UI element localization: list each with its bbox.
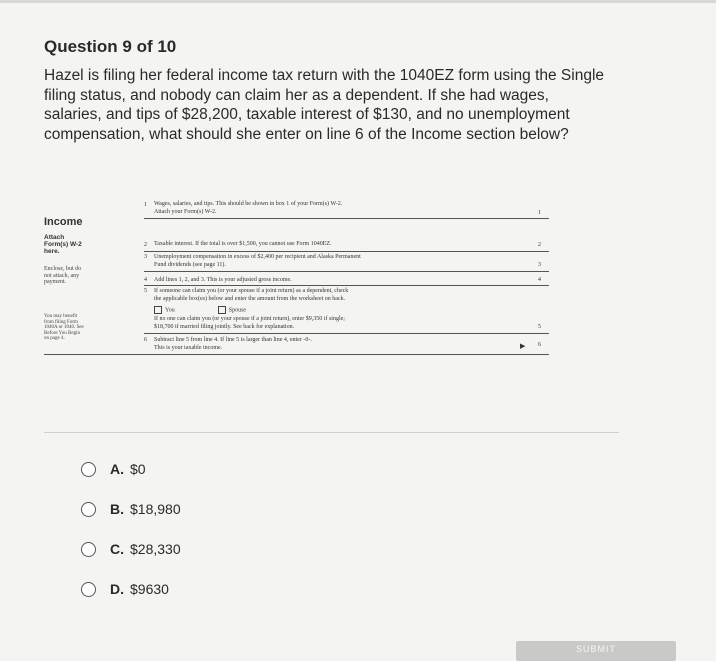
line-5-text3: If no one can claim you (or your spouse if a joint return), enter $9,350 if single;: [154, 316, 345, 322]
option-a-text: $0: [130, 461, 146, 477]
line-5-box: 5: [538, 324, 541, 330]
enclose-payment-note: Enclose, but do not attach, any payment.: [44, 266, 82, 285]
line-6-text2: This is your taxable income.: [154, 345, 223, 351]
line-3-rule: [144, 271, 549, 272]
line-4-text: Add lines 1, 2, and 3. This is your adjusted gross income.: [154, 277, 292, 283]
line-4-rule: [144, 285, 549, 286]
option-d-letter: D.: [110, 581, 124, 597]
option-b-text: $18,980: [130, 501, 181, 517]
you-label: You: [165, 307, 175, 314]
line-6-box: 6: [538, 342, 541, 348]
option-d-text: $9630: [130, 581, 169, 597]
option-b[interactable]: [81, 499, 181, 519]
option-a[interactable]: [81, 459, 146, 479]
line-6-number: 6: [144, 337, 147, 343]
submit-button[interactable]: SUBMIT: [516, 641, 676, 661]
line-3-box: 3: [538, 262, 541, 268]
line-6-text: Subtract line 5 from line 4. If line 5 is larger than line 4, enter -0-.: [154, 337, 312, 343]
option-c-radio[interactable]: [81, 542, 96, 557]
line-1-box: 1: [538, 210, 541, 216]
income-form-image: [44, 201, 619, 414]
line-1-text2: Attach your Form(s) W-2.: [154, 209, 217, 215]
line-4-number: 4: [144, 277, 147, 283]
spouse-label: Spouse: [228, 307, 247, 314]
you-checkbox: [154, 306, 162, 314]
option-b-letter: B.: [110, 501, 124, 517]
option-a-letter: A.: [110, 461, 124, 477]
line-2-box: 2: [538, 242, 541, 248]
question-number: Question 9 of 10: [44, 37, 177, 56]
line-1-text: Wages, salaries, and tips. This should be shown in box 1 of your Form(s) W-2.: [154, 201, 343, 207]
line-1-number: 1: [144, 202, 147, 208]
line-2-text: Taxable interest. If the total is over $1,500, you cannot use Form 1040EZ.: [154, 241, 332, 247]
line-4-box: 4: [538, 277, 541, 283]
line-3-text2: Fund dividends (see page 11).: [154, 262, 226, 268]
line-6-rule: [44, 354, 549, 355]
line-5-text: If someone can claim you (or your spouse if a joint return) as a dependent, check: [154, 288, 349, 294]
option-c-text: $28,330: [130, 541, 181, 557]
attach-w2-note: Attach Form(s) W-2 here.: [44, 234, 82, 255]
line-5-number: 5: [144, 288, 147, 294]
question-text: Hazel is filing her federal income tax return with the 1040EZ form using the Single filing status, and nobody can claim her as a dependent. If she had wages, salaries, and tips of $28,200, taxable interest of $130, and no unemployment compensation, what should she enter on line 6 of the Income section below?: [44, 67, 605, 143]
option-c[interactable]: [81, 539, 181, 559]
option-d-radio[interactable]: [81, 582, 96, 597]
line-5-checkboxes: [154, 306, 246, 314]
line-2-rule: [144, 251, 549, 252]
line-5-rule: [144, 333, 549, 334]
option-c-letter: C.: [110, 541, 124, 557]
line-3-number: 3: [144, 254, 147, 260]
line-1-rule: [144, 218, 549, 219]
divider: [44, 432, 619, 433]
form-sidenote: You may benefit from filing Form 1040A or 1040. See Before You Begin on page 4.: [44, 314, 84, 341]
line-6-arrow-icon: ▶: [520, 342, 526, 350]
line-3-text: Unemployment compensation in excess of $2,400 per recipient and Alaska Permanent: [154, 254, 361, 260]
option-a-radio[interactable]: [81, 462, 96, 477]
line-5-text4: $18,700 if married filing jointly. See back for explanation.: [154, 324, 295, 330]
option-d[interactable]: [81, 579, 169, 599]
income-heading: Income: [44, 216, 83, 228]
line-5-text2: the applicable box(es) below and enter the amount from the worksheet on back.: [154, 296, 346, 302]
spouse-checkbox: [218, 306, 226, 314]
line-2-number: 2: [144, 242, 147, 248]
top-border: [0, 0, 716, 3]
option-b-radio[interactable]: [81, 502, 96, 517]
